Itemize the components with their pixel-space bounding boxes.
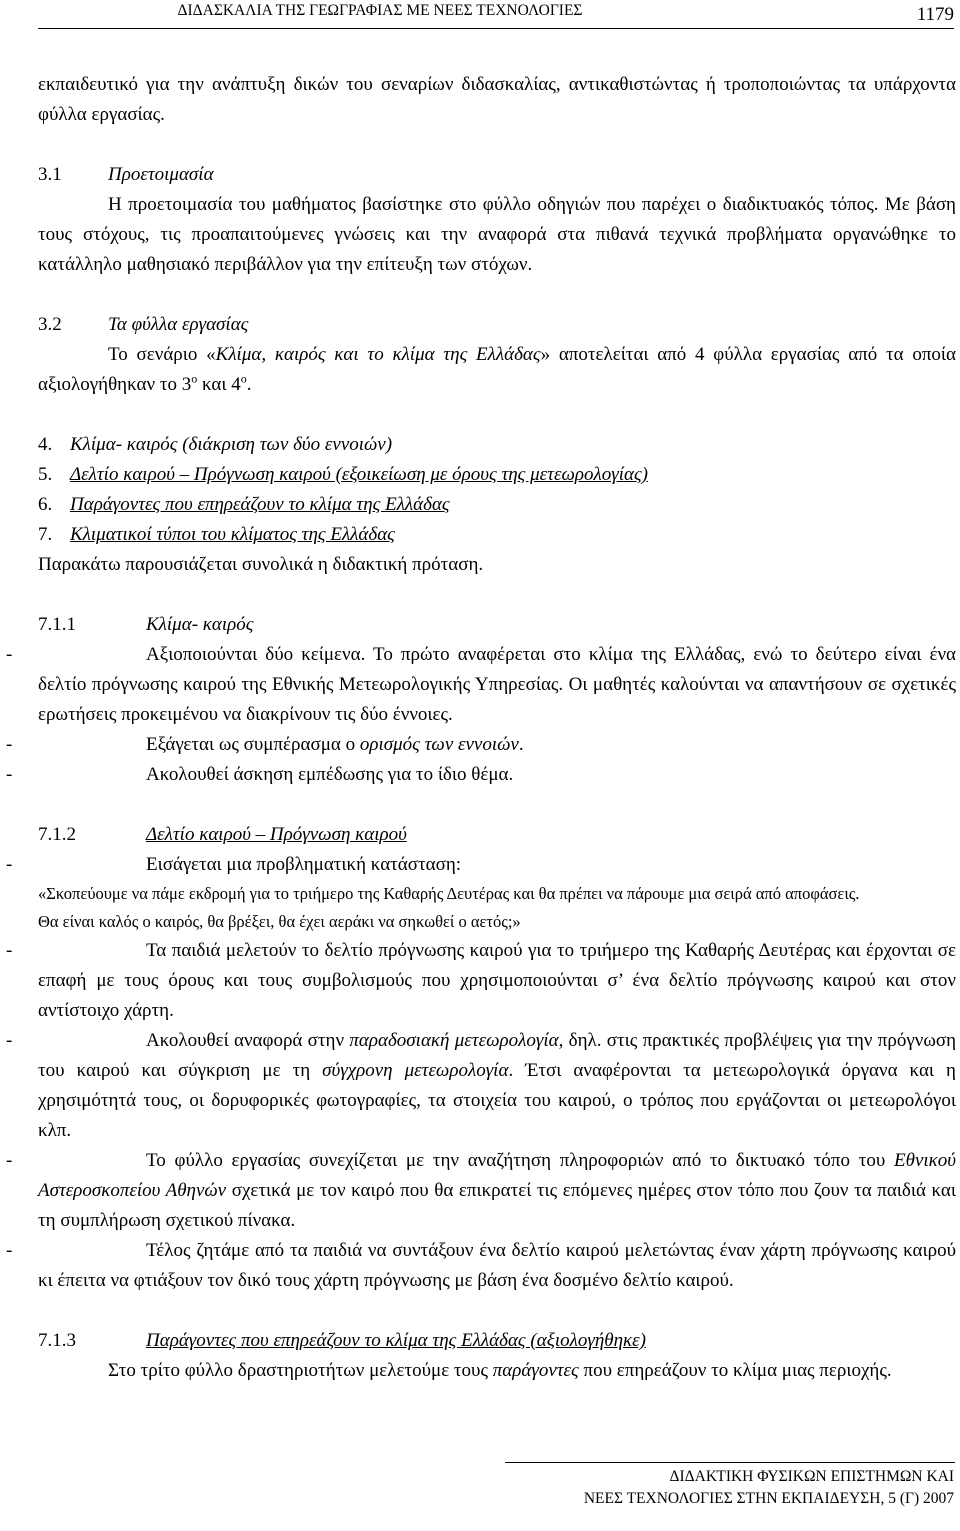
footer-line: ΔΙΔΑΚΤΙΚΗ ΦΥΣΙΚΩΝ ΕΠΙΣΤΗΜΩΝ ΚΑΙ <box>669 1468 954 1485</box>
bullet-italic: ορισμός των εννοιών <box>359 734 519 755</box>
bullet-text: Αξιοποιούνται δύο κείμενα. Το πρώτο αναφέρεται στο κλίμα της Ελλάδας, ενώ το δεύτερο είναι ένα δελτίο πρόγνωσης καιρού της Εθνικής Μετεωρολογικής Υπηρεσίας. Οι μαθητές καλούνται να απαντήσουν σε σχετικές ερωτήσεις προκειμένου να διακρίνουν τις δύο έννοιες. <box>38 644 956 725</box>
page-number: 1179 <box>916 4 954 25</box>
section-title: Κλίμα- καιρός <box>146 614 254 635</box>
section-title: Προετοιμασία <box>108 164 214 185</box>
bullet-item <box>6 760 956 790</box>
list-item <box>38 490 956 520</box>
problem-quote: Θα είναι καλός ο καιρός, θα βρέξει, θα έχει αεράκι να σηκωθεί ο αετός;» <box>38 912 521 931</box>
section-3-1-paragraph: Η προετοιμασία του μαθήματος βασίστηκε στο φύλλο οδηγιών που παρέχει ο διαδικτυακός τόπος. Με βάση τους στόχους, τις προαπαιτούμενες γνώσεις και την αναφορά στα πιθανά τεχνικά προβλήματα οργανώθηκε το κατάλληλο μαθησιακό περιβάλλον για την επίτευξη των στόχων. <box>38 194 956 275</box>
page-footer <box>354 1466 954 1510</box>
text-run: Το σενάριο « <box>108 344 216 365</box>
header-divider <box>38 28 954 29</box>
section-number: 7.1.2 <box>38 824 76 845</box>
running-header-title: ΔΙΔΑΣΚΑΛΙΑ ΤΗΣ ΓΕΩΓΡΑΦΙΑΣ ΜΕ ΝΕΕΣ ΤΕΧΝΟΛΟΓΙΕΣ <box>177 2 583 19</box>
list-number: 7. <box>38 524 53 545</box>
list-text: Κλίμα- καιρός (διάκριση των δύο εννοιών) <box>70 434 393 455</box>
list-item <box>38 520 956 550</box>
bullet-text: σχετικά με τον καιρό που θα επικρατεί τις επόμενες ημέρες στον τόπο που ζουν τα παιδιά και τη συμπλήρωση σχετικού πίνακα. <box>38 1180 956 1231</box>
section-title: Παράγοντες που επηρεάζουν το κλίμα της Ελλάδας (αξιολογήθηκε) <box>146 1330 646 1351</box>
section-title: Δελτίο καιρού – Πρόγνωση καιρού <box>146 824 407 845</box>
footer-divider <box>505 1462 955 1463</box>
bullet-text: . Έτσι αναφέρονται τα μετεωρολογικά όργανα και η χρησιμότητά τους, οι δορυφορικές φωτογραφίες, τα στοιχεία του καιρού, ο τρόπος που εργάζονται οι μετεωρολόγοι κλπ. <box>38 1060 956 1141</box>
dash-marker: - <box>6 734 13 755</box>
bullet-item <box>6 1026 957 1146</box>
section-7-1-3-heading <box>38 1326 956 1356</box>
section-title: Τα φύλλα εργασίας <box>108 314 249 335</box>
bullet-text: . <box>518 734 524 755</box>
text-italic: παράγοντες <box>492 1360 579 1381</box>
bullet-text: Τα παιδιά μελετούν το δελτίο πρόγνωσης καιρού για το τριήμερο της Καθαρής Δευτέρας και έρχονται σε επαφή με τους όρους και τους συμβολισμούς που χρησιμοποιούνται σ’ ένα δελτίο πρόγνωσης καιρού και στον αντίστοιχο χάρτη. <box>38 940 956 1021</box>
text-run: Στο τρίτο φύλλο δραστηριοτήτων μελετούμε τους <box>108 1360 493 1381</box>
bullet-item <box>6 730 956 760</box>
section-number: 7.1.1 <box>38 614 76 635</box>
dash-marker: - <box>6 644 13 665</box>
section-3-2-heading <box>38 310 956 340</box>
bullet-italic: Εθνικού Αστεροσκοπείου Αθηνών <box>38 1150 956 1201</box>
list-text: Κλιματικοί τύποι του κλίματος της Ελλάδας <box>70 524 395 545</box>
dash-marker: - <box>6 1150 13 1171</box>
footer-line: ΝΕΕΣ ΤΕΧΝΟΛΟΓΙΕΣ ΣΤΗΝ ΕΚΠΑΙΔΕΥΣΗ, 5 (Γ) 2007 <box>583 1490 954 1507</box>
dash-marker: - <box>6 1030 13 1051</box>
list-text: Παράγοντες που επηρεάζουν το κλίμα της Ελλάδας <box>70 494 450 515</box>
section-7-1-2-heading <box>38 820 956 850</box>
section-3-2-paragraph <box>38 340 956 400</box>
worksheet-list <box>38 430 956 550</box>
list-text: Δελτίο καιρού – Πρόγνωση καιρού (εξοικείωση με όρους της μετεωρολογίας) <box>70 464 648 485</box>
dash-marker: - <box>6 940 13 961</box>
dash-marker: - <box>6 854 13 875</box>
list-item <box>38 430 956 460</box>
list-number: 5. <box>38 464 53 485</box>
bullet-item <box>6 640 956 730</box>
section-number: 3.1 <box>38 164 62 185</box>
list-number: 4. <box>38 434 53 455</box>
bullet-italic: παραδοσιακή μετεωρολογία <box>349 1030 559 1051</box>
bullet-item <box>6 936 956 1026</box>
scenario-title: Κλίμα, καιρός και το κλίμα της Ελλάδας <box>215 344 541 365</box>
text-run: » αποτελείται από 4 φύλλα εργασίας από τα οποία αξιολογήθηκαν το 3 <box>38 344 956 395</box>
bullet-item <box>6 850 956 880</box>
page-body <box>6 70 957 1386</box>
section-7-1-1-heading <box>38 610 956 640</box>
bullet-text: Ακολουθεί αναφορά στην <box>146 1030 350 1051</box>
text-run: που επηρεάζουν το κλίμα μιας περιοχής. <box>578 1360 892 1381</box>
bullet-text: , δηλ. στις πρακτικές προβλέψεις για την πρόγνωση του καιρού και σύγκριση με τη <box>38 1030 957 1081</box>
summary-line: Παρακάτω παρουσιάζεται συνολικά η διδακτική πρόταση. <box>38 554 484 575</box>
superscript: ο <box>240 371 247 386</box>
bullet-text: Εξάγεται ως συμπέρασμα ο <box>146 734 360 755</box>
dash-marker: - <box>6 764 13 785</box>
bullet-text: Ακολουθεί άσκηση εμπέδωσης για το ίδιο θέμα. <box>146 764 514 785</box>
bullet-text: Τέλος ζητάμε από τα παιδιά να συντάξουν ένα δελτίο καιρού μελετώντας έναν χάρτη πρόγνωσης καιρού κι έπειτα να φτιάξουν τον δικό τους χάρτη πρόγνωσης με βάση ένα δοσμένο δελτίο καιρού. <box>38 1240 956 1291</box>
bullet-item <box>6 1146 956 1236</box>
bullet-text: Το φύλλο εργασίας συνεχίζεται με την αναζήτηση πληροφοριών από το δικτυακό τόπο του <box>146 1150 894 1171</box>
problem-quote: «Σκοπεύουμε να πάμε εκδρομή για το τριήμερο της Καθαρής Δευτέρας και θα πρέπει να πάρουμε μια σειρά από αποφάσεις. <box>38 884 860 903</box>
dash-marker: - <box>6 1240 13 1261</box>
list-number: 6. <box>38 494 53 515</box>
section-number: 3.2 <box>38 314 62 335</box>
text-run: . <box>246 374 252 395</box>
superscript: ο <box>191 371 198 386</box>
text-run: και 4 <box>197 374 241 395</box>
list-item <box>38 460 956 490</box>
bullet-italic: σύγχρονη μετεωρολογία <box>322 1060 509 1081</box>
section-3-1-heading <box>38 160 956 190</box>
bullet-item <box>6 1236 956 1296</box>
section-number: 7.1.3 <box>38 1330 76 1351</box>
section-7-1-3-paragraph <box>38 1356 956 1386</box>
bullet-text: Εισάγεται μια προβληματική κατάσταση: <box>146 854 462 875</box>
intro-paragraph: εκπαιδευτικό για την ανάπτυξη δικών του σεναρίων διδασκαλίας, αντικαθιστώντας ή τροποποιώντας τα υπάρχοντα φύλλα εργασίας. <box>38 74 956 125</box>
